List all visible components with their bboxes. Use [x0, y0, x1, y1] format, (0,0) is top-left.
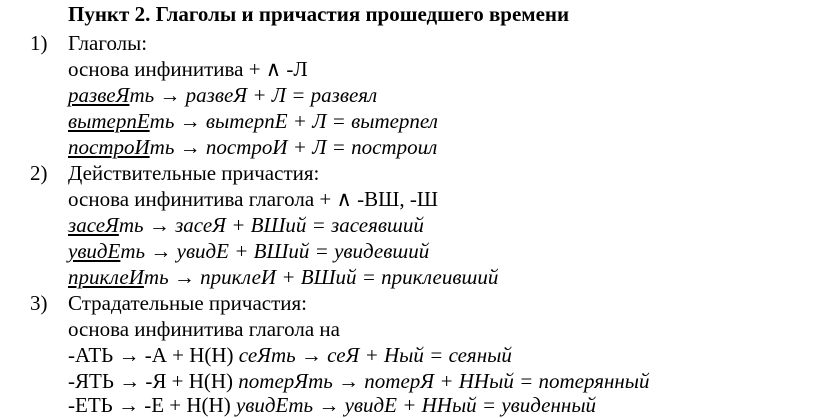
example-ending: ть	[129, 83, 155, 107]
section-1-number: 1)	[30, 31, 48, 55]
suffix-rule-example: сеЯть → сеЯ + Ный = сеяный	[238, 343, 512, 367]
section-1-example-1	[68, 82, 377, 108]
example-ending: ть	[120, 239, 146, 263]
example-rest: → увидЕ + ВШий = увидевший	[145, 239, 430, 263]
example-stem: развеЯ	[68, 83, 130, 107]
section-1-example-2	[68, 108, 438, 134]
section-3-heading: Страдательные причастия:	[68, 291, 308, 315]
suffix-rule-plain: -АТЬ → -А + Н(Н)	[68, 343, 239, 367]
section-3-suffix-rule-2	[68, 368, 650, 394]
example-rest: → вытерпЕ + Л = вытерпел	[174, 109, 438, 133]
example-ending: ть	[149, 109, 175, 133]
suffix-rule-plain: -ЯТЬ → -Я + Н(Н)	[68, 369, 239, 393]
example-stem: вытерпЕ	[68, 109, 150, 133]
section-1-heading: Глаголы:	[68, 31, 148, 55]
page-title: Пункт 2. Глаголы и причастия прошедшего времени	[68, 2, 570, 26]
section-2-heading: Действительные причастия:	[68, 161, 320, 185]
section-2-example-1	[68, 212, 424, 238]
section-3-number: 3)	[30, 291, 48, 315]
example-rest: → засеЯ + ВШий = засеявший	[143, 213, 424, 237]
section-1-example-3	[68, 134, 437, 160]
example-stem: приклеИ	[68, 265, 144, 289]
example-rest: → развеЯ + Л = развеял	[154, 83, 378, 107]
suffix-rule-example: потерЯть → потерЯ + ННый = потерянный	[238, 369, 650, 393]
example-stem: засеЯ	[68, 213, 119, 237]
suffix-rule-example: увидЕть → увидЕ + ННый = увиденный	[235, 393, 597, 417]
example-ending: ть	[149, 135, 175, 159]
example-rest: → построИ + Л = построил	[174, 135, 438, 159]
section-3-suffix-rule-3	[68, 392, 596, 418]
example-ending: ть	[118, 213, 144, 237]
example-stem: увидЕ	[68, 239, 121, 263]
section-2-example-2	[68, 238, 429, 264]
section-3-rule: основа инфинитива глагола на	[68, 317, 340, 341]
example-ending: ть	[143, 265, 169, 289]
section-2-rule: основа инфинитива глагола + ∧ -ВШ, -Ш	[68, 187, 439, 211]
section-3-suffix-rule-1	[68, 342, 512, 368]
suffix-rule-plain: -ЕТЬ → -Е + Н(Н)	[68, 393, 236, 417]
example-rest: → приклеИ + ВШий = приклеивший	[168, 265, 499, 289]
section-1-rule: основа инфинитива + ∧ -Л	[68, 57, 308, 81]
section-2-number: 2)	[30, 161, 48, 185]
section-2-example-3	[68, 264, 498, 290]
example-stem: построИ	[68, 135, 150, 159]
